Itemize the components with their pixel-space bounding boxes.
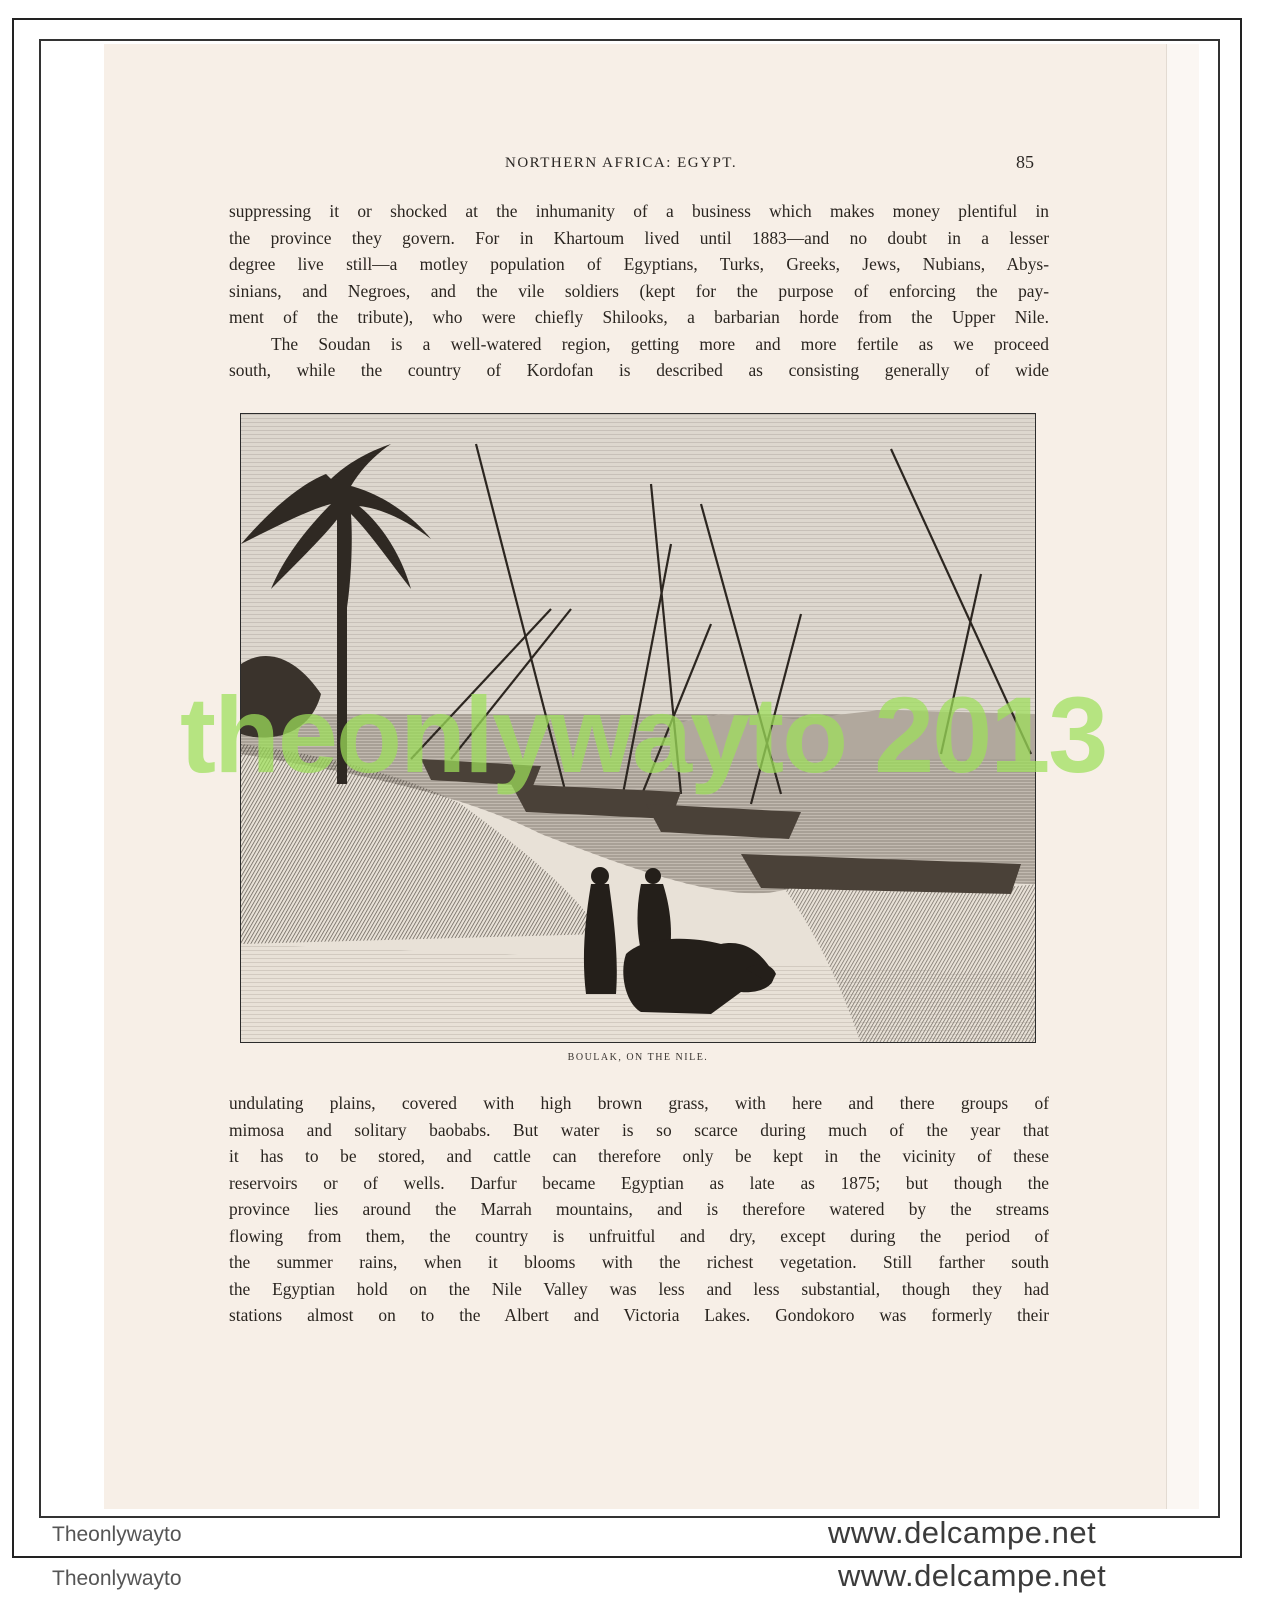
running-head: NORTHERN AFRICA: EGYPT. [505,155,738,171]
page-number: 85 [1016,152,1034,172]
site-url-bottom[interactable]: www.delcampe.net [838,1558,1107,1593]
seller-name-bottom: Theonlywayto [52,1567,182,1590]
text-line: the province they govern. For in Khartoum lived until 1883—and no doubt in a lesser [229,227,1049,248]
text-line: province lies around the Marrah mountains, and is therefore watered by the streams [229,1199,1049,1219]
site-url-top[interactable]: www.delcampe.net [828,1515,1097,1550]
text-line: suppressing it or shocked at the inhumanity of a business which makes money plentiful in [229,201,1049,221]
bottom-paragraph [229,1090,1049,1329]
illustration-caption: BOULAK, ON THE NILE. [567,1052,709,1063]
text-line: sinians, and Negroes, and the vile soldiers (kept for the purpose of enforcing the pay- [229,280,1049,301]
seller-name-top: Theonlywayto [52,1523,182,1546]
text-line: south, while the country of Kordofan is described as consisting generally of wide [229,360,1049,380]
text-line: degree live still—a motley population of Egyptians, Turks, Greeks, Jews, Nubians, Abys- [229,254,1049,274]
text-line: it has to be stored, and cattle can therefore only be kept in the vicinity of these [229,1146,1049,1166]
text-line: reservoirs or of wells. Darfur became Egyptian as late as 1875; but though the [229,1172,1049,1193]
text-line: stations almost on to the Albert and Victoria Lakes. Gondokoro was formerly their [229,1305,1049,1325]
text-line: undulating plains, covered with high brown grass, with here and there groups of [229,1093,1049,1113]
text-line: ment of the tribute), who were chiefly Shilooks, a barbarian horde from the Upper Nile. [229,307,1049,327]
text-line: the summer rains, when it blooms with the richest vegetation. Still farther south [229,1252,1049,1272]
text-line: mimosa and solitary baobabs. But water is so scarce during much of the year that [229,1119,1049,1140]
text-line: The Soudan is a well-watered region, getting more and more fertile as we proceed [271,333,1049,354]
seller-watermark: theonlywayto 2013 [180,674,1107,795]
text-line: flowing from them, the country is unfruitful and dry, except during the period of [229,1225,1049,1246]
text-line: the Egyptian hold on the Nile Valley was less and less substantial, though they had [229,1278,1049,1299]
page-edge [1166,44,1199,1509]
top-paragraph [229,198,1049,384]
